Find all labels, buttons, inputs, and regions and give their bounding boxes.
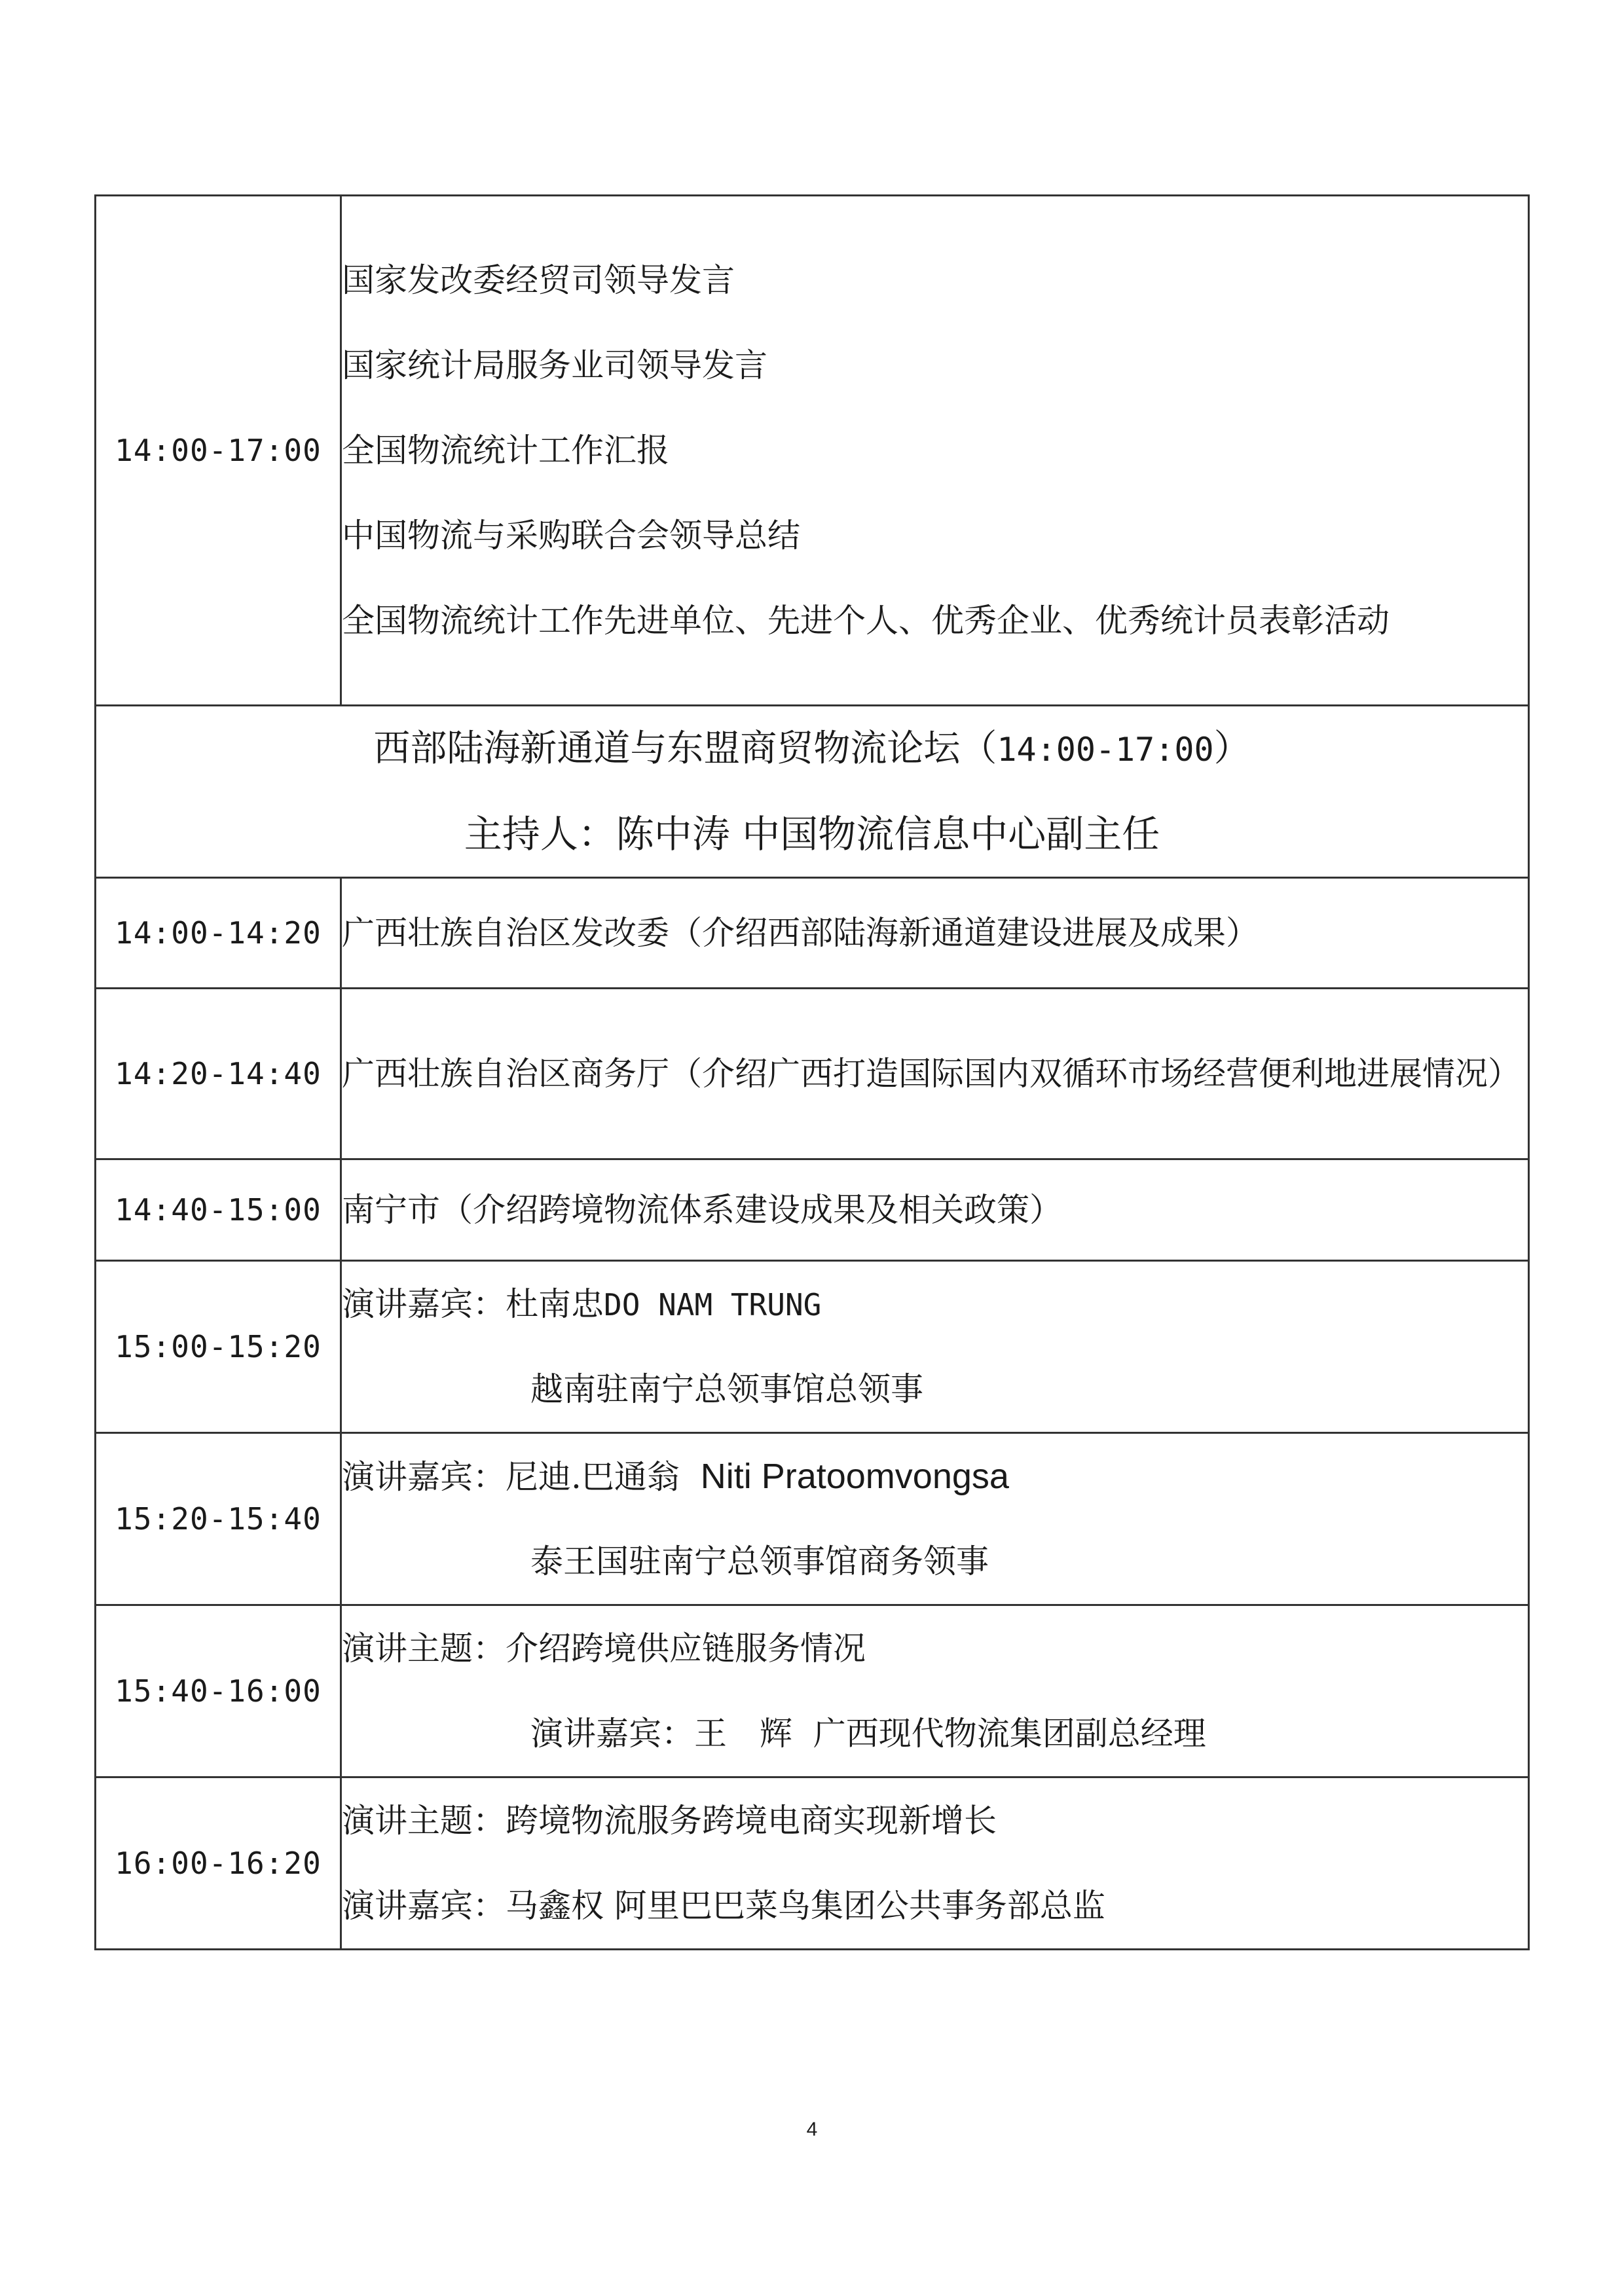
host-title: 中国物流信息中心副主任: [742, 812, 1160, 856]
topic-text: 跨境物流服务跨境电商实现新增长: [506, 1802, 997, 1840]
speaker-line: [342, 1863, 1528, 1948]
forum-header-cell: [96, 706, 1529, 878]
time-cell: 15:00-15:20: [96, 1261, 341, 1433]
plenary-items-cell: [341, 196, 1529, 706]
time-cell: 15:20-15:40: [96, 1433, 341, 1605]
content-cell: [341, 1159, 1529, 1261]
time-cell: 14:20-14:40: [96, 989, 341, 1159]
content-cell: [341, 1433, 1529, 1605]
topic-text: 介绍跨境供应链服务情况: [506, 1630, 866, 1667]
session-text: 广西壮族自治区发改委（介绍西部陆海新通道建设进展及成果）: [342, 914, 1259, 952]
speaker-latin-name: DO NAM TRUNG: [604, 1287, 822, 1322]
forum-time-close: ）: [1213, 727, 1251, 770]
speaker-line: [342, 1262, 1528, 1347]
forum-title: [96, 706, 1528, 792]
speaker-name: 王 辉: [694, 1715, 792, 1753]
content-cell: [341, 1777, 1529, 1950]
plenary-item: 全国物流统计工作汇报: [342, 431, 669, 469]
forum-time-open: （: [960, 727, 997, 770]
speaker-title: 广西现代物流集团副总经理: [813, 1715, 1206, 1753]
table-row: [96, 1261, 1529, 1433]
time-cell: 15:40-16:00: [96, 1605, 341, 1777]
topic-line: [342, 1778, 1528, 1863]
content-cell: [341, 1605, 1529, 1777]
table-row: [96, 1777, 1529, 1950]
host-name: 陈中涛: [616, 812, 730, 856]
plenary-item: 国家发改委经贸司领导发言: [342, 261, 735, 299]
time-cell: 14:40-15:00: [96, 1159, 341, 1261]
speaker-name: 杜南忠: [506, 1285, 604, 1323]
forum-header-row: [96, 706, 1529, 878]
plenary-item: 全国物流统计工作先进单位、先进个人、优秀企业、优秀统计员表彰活动: [342, 602, 1390, 640]
topic-line: [342, 1606, 1528, 1691]
time-cell: 14:00-17:00: [96, 196, 341, 706]
host-label: 主持人：: [464, 812, 616, 856]
speaker-label: 演讲嘉宾：: [342, 1887, 506, 1925]
speaker-latin-name: Niti Pratoomvongsa: [700, 1457, 1009, 1496]
session-text: 广西壮族自治区商务厅（介绍广西打造国际国内双循环市场经营便利地进展情况）: [342, 1055, 1521, 1093]
speaker-line: [342, 1691, 1528, 1776]
time-cell: 14:00-14:20: [96, 878, 341, 989]
content-cell: [341, 989, 1529, 1159]
content-cell: [341, 878, 1529, 989]
plenary-item: 中国物流与采购联合会领导总结: [342, 517, 800, 555]
speaker-line: [342, 1434, 1528, 1519]
topic-label: 演讲主题：: [342, 1630, 506, 1667]
speaker-name: 尼迪.巴通翁: [506, 1458, 680, 1496]
forum-time: 14:00-17:00: [997, 731, 1214, 769]
forum-host: [96, 792, 1528, 877]
speaker-label: 演讲嘉宾：: [342, 1285, 506, 1323]
topic-label: 演讲主题：: [342, 1802, 506, 1840]
table-row: [96, 1605, 1529, 1777]
agenda-table: [94, 194, 1530, 1950]
table-row: [96, 989, 1529, 1159]
speaker-title: 越南驻南宁总领事馆总领事: [530, 1370, 923, 1408]
table-row: [96, 1159, 1529, 1261]
time-cell: 16:00-16:20: [96, 1777, 341, 1950]
forum-title-text: 西部陆海新通道与东盟商贸物流论坛: [373, 727, 961, 770]
speaker-label: 演讲嘉宾：: [530, 1715, 694, 1753]
table-row: [96, 1433, 1529, 1605]
session-text: 南宁市（介绍跨境物流体系建设成果及相关政策）: [342, 1191, 1062, 1229]
table-row: [96, 196, 1529, 706]
content-cell: [341, 1261, 1529, 1433]
plenary-item: 国家统计局服务业司领导发言: [342, 346, 767, 384]
speaker-label: 演讲嘉宾：: [342, 1458, 506, 1496]
speaker-name: 马鑫权: [506, 1887, 604, 1925]
speaker-title: 阿里巴巴菜鸟集团公共事务部总监: [614, 1887, 1105, 1925]
speaker-title: 泰王国驻南宁总领事馆商务领事: [530, 1542, 989, 1580]
table-row: [96, 878, 1529, 989]
page-number: 4: [806, 2119, 818, 2140]
